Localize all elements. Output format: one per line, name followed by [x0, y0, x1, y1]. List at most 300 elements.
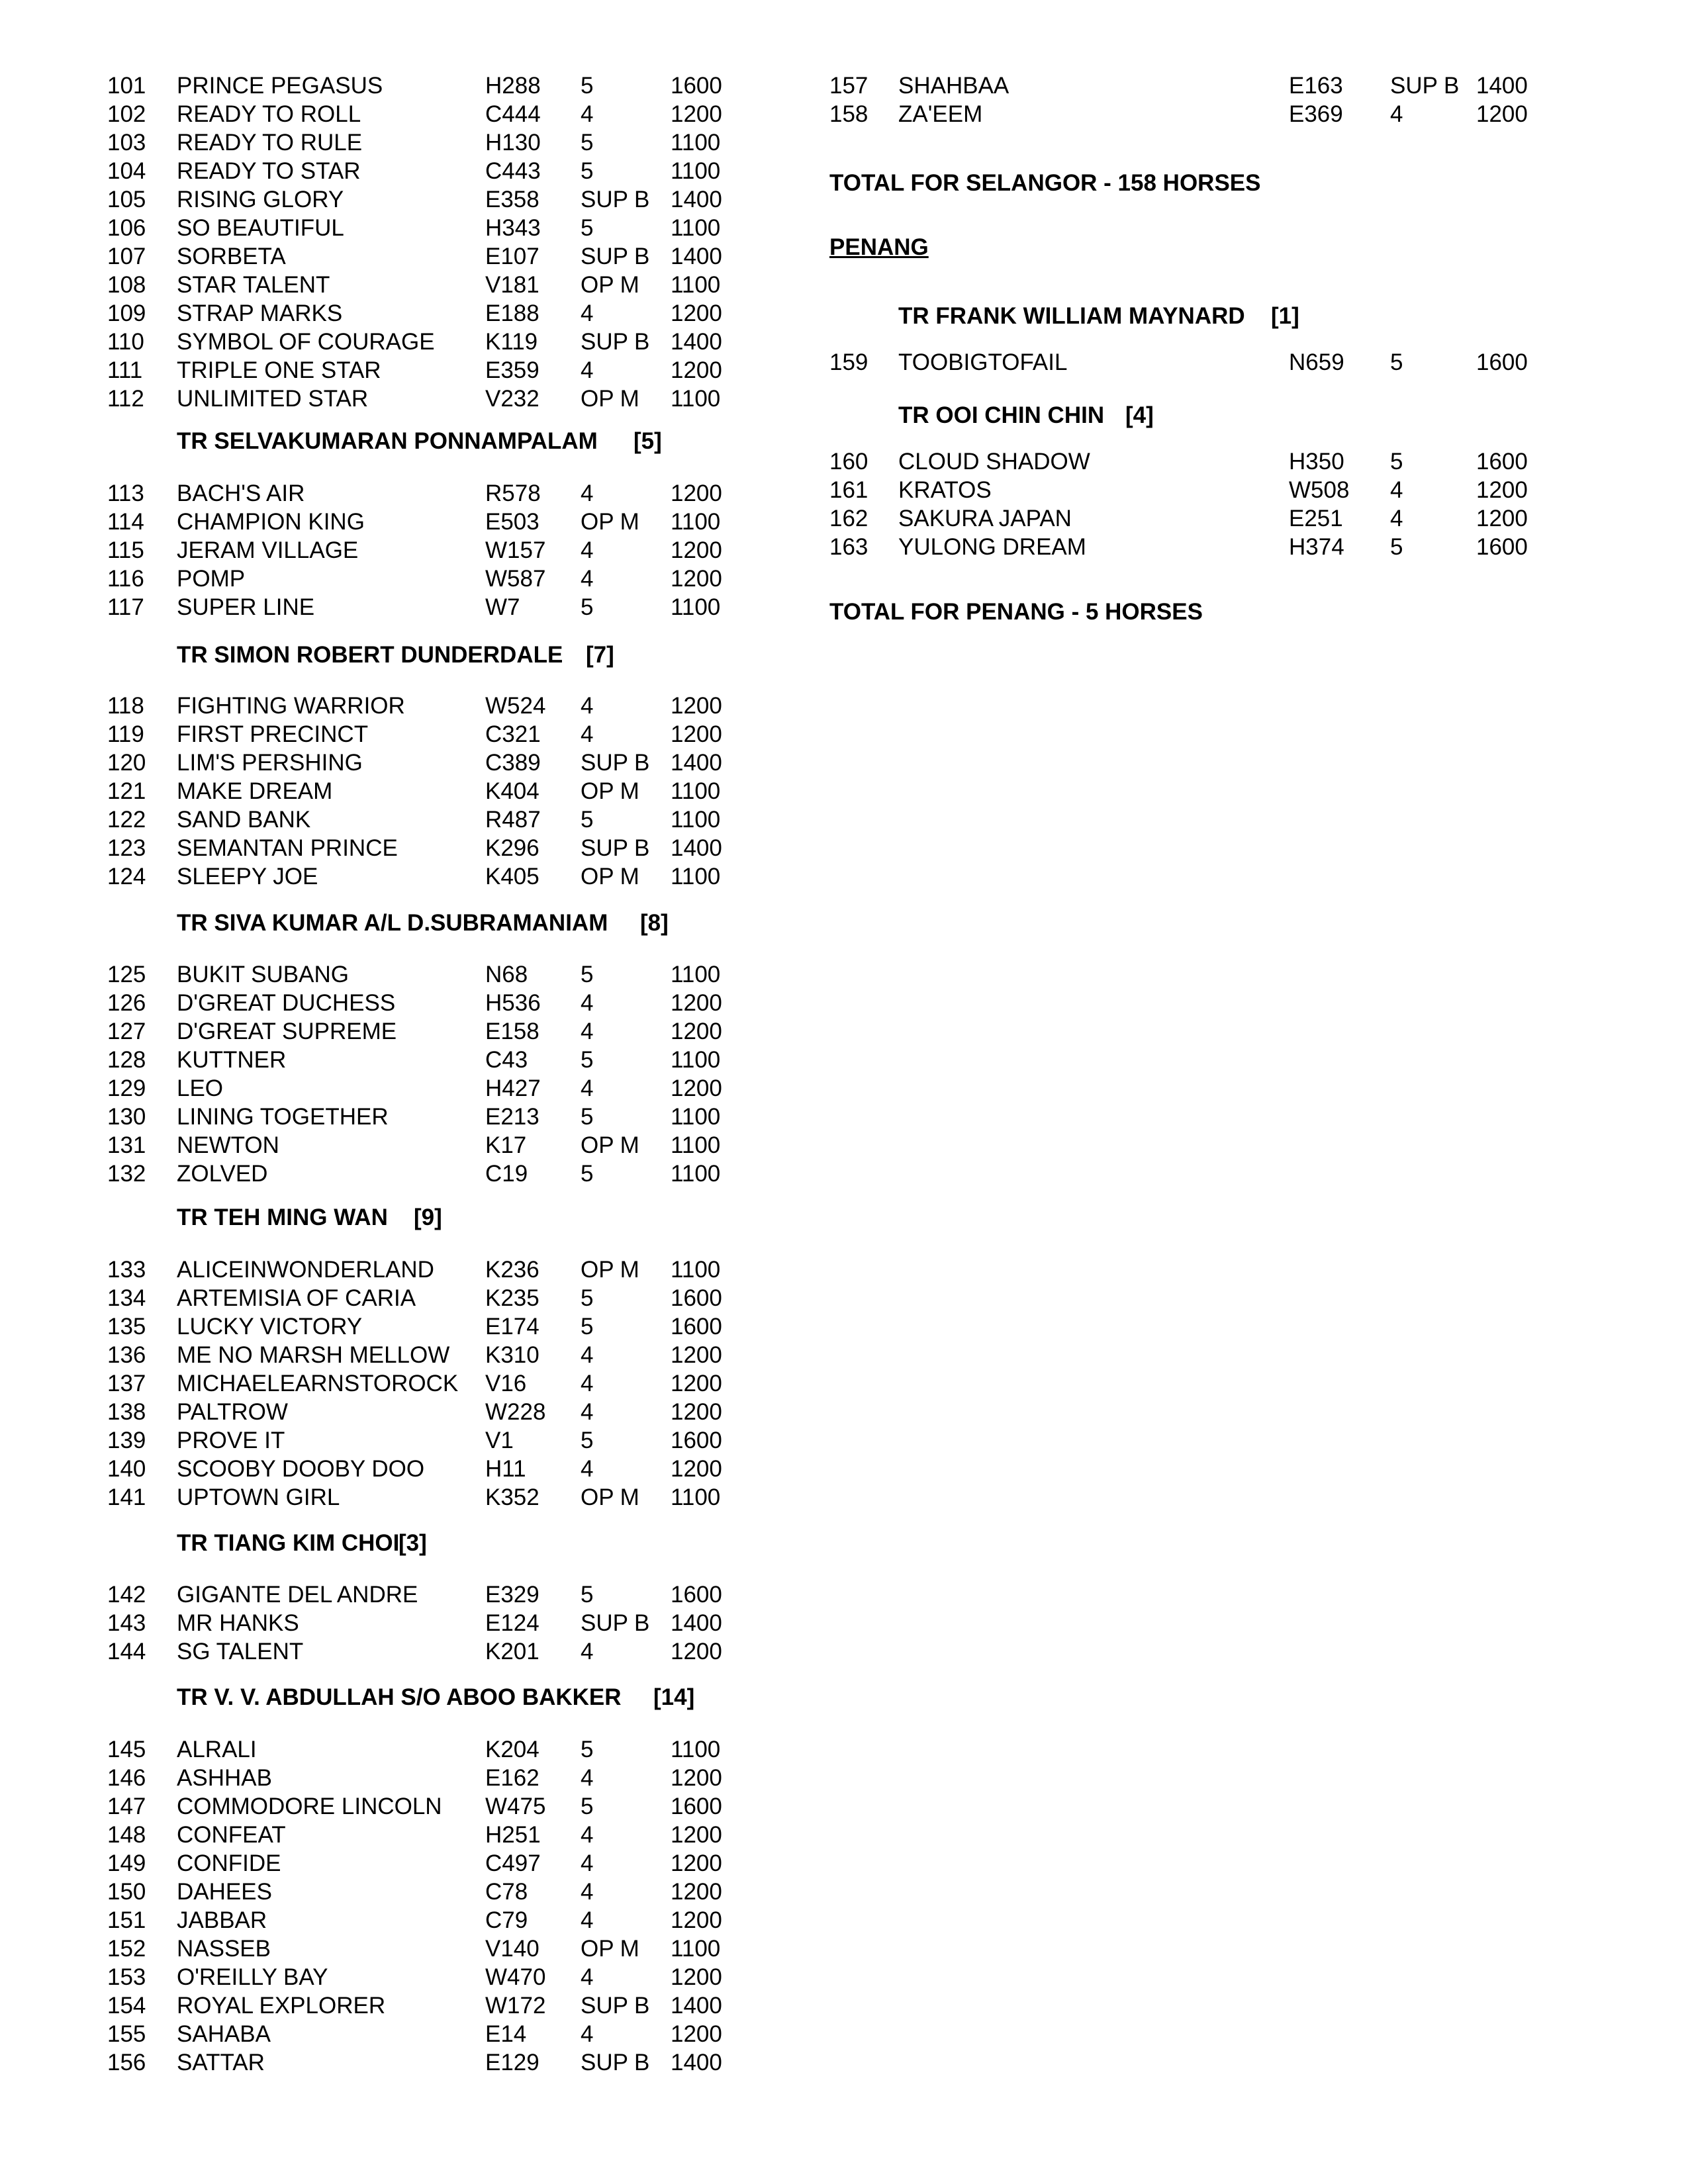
horse-class: OP M: [581, 1132, 639, 1158]
horse-class: 5: [1390, 449, 1403, 475]
horse-name: JERAM VILLAGE: [177, 537, 359, 563]
horse-code: K201: [485, 1639, 539, 1664]
horse-name: MICHAELEARNSTOROCK: [177, 1371, 459, 1396]
horse-class: OP M: [581, 864, 639, 889]
horse-number: 128: [107, 1047, 146, 1073]
trainer-horse-count: [7]: [586, 642, 614, 668]
horse-code: R578: [485, 480, 541, 506]
horse-class: 5: [581, 594, 594, 620]
horse-code: E124: [485, 1610, 539, 1636]
trainer-horse-count: [5]: [633, 428, 662, 454]
horse-code: K310: [485, 1342, 539, 1368]
horse-number: 160: [829, 449, 868, 475]
horse-name: STRAP MARKS: [177, 300, 343, 326]
horse-code: C444: [485, 101, 541, 127]
horse-name: SAKURA JAPAN: [898, 506, 1072, 531]
horse-class: 4: [581, 1399, 594, 1425]
horse-name: TOOBIGTOFAIL: [898, 349, 1068, 375]
horse-name: PALTROW: [177, 1399, 288, 1425]
horse-number: 143: [107, 1610, 146, 1636]
horse-rating: 1100: [671, 594, 721, 620]
horse-name: SUPER LINE: [177, 594, 315, 620]
trainer-heading: [898, 401, 1154, 430]
horse-class: SUP B: [581, 750, 650, 776]
horse-number: 127: [107, 1019, 146, 1044]
horse-name: SCOOBY DOOBY DOO: [177, 1456, 425, 1482]
horse-class: SUP B: [581, 1610, 650, 1636]
horse-code: R487: [485, 807, 541, 833]
horse-rating: 1200: [671, 300, 722, 326]
horse-code: H288: [485, 73, 541, 99]
horse-rating: 1600: [1476, 449, 1528, 475]
horse-rating: 1200: [671, 1371, 722, 1396]
total-penang: TOTAL FOR PENANG - 5 HORSES: [829, 599, 1203, 625]
horse-code: H11: [485, 1456, 526, 1482]
horse-rating: 1100: [671, 1047, 721, 1073]
horse-code: K405: [485, 864, 539, 889]
horse-number: 144: [107, 1639, 146, 1664]
horse-number: 157: [829, 73, 868, 99]
horse-rating: 1200: [1476, 101, 1528, 127]
horse-name: COMMODORE LINCOLN: [177, 1794, 442, 1819]
horse-code: H374: [1289, 534, 1344, 560]
trainer-heading: [177, 909, 669, 937]
horse-name: SHAHBAA: [898, 73, 1009, 99]
horse-code: V140: [485, 1936, 539, 1962]
horse-number: 159: [829, 349, 868, 375]
horse-code: C43: [485, 1047, 528, 1073]
horse-code: W470: [485, 1964, 546, 1990]
horse-number: 158: [829, 101, 868, 127]
horse-number: 139: [107, 1428, 146, 1453]
horse-class: OP M: [581, 1484, 639, 1510]
horse-code: H427: [485, 1075, 541, 1101]
horse-code: W7: [485, 594, 520, 620]
horse-rating: 1400: [671, 1993, 722, 2019]
horse-rating: 1200: [1476, 477, 1528, 503]
horse-name: LIM'S PERSHING: [177, 750, 363, 776]
horse-rating: 1200: [671, 1850, 722, 1876]
horse-number: 113: [107, 480, 144, 506]
horse-number: 132: [107, 1161, 146, 1187]
horse-name: YULONG DREAM: [898, 534, 1086, 560]
horse-name: SAHABA: [177, 2021, 271, 2047]
horse-number: 126: [107, 990, 146, 1016]
horse-name: CONFEAT: [177, 1822, 286, 1848]
horse-class: 4: [581, 1850, 594, 1876]
horse-class: OP M: [581, 1257, 639, 1283]
horse-rating: 1200: [671, 1907, 722, 1933]
horse-rating: 1100: [671, 864, 721, 889]
horse-number: 163: [829, 534, 868, 560]
horse-code: C79: [485, 1907, 528, 1933]
horse-class: 5: [581, 158, 594, 184]
trainer-horse-count: [14]: [653, 1684, 695, 1710]
horse-number: 152: [107, 1936, 146, 1962]
horse-name: UNLIMITED STAR: [177, 386, 369, 412]
horse-rating: 1100: [671, 158, 721, 184]
horse-name: READY TO ROLL: [177, 101, 361, 127]
horse-number: 124: [107, 864, 146, 889]
horse-number: 102: [107, 101, 146, 127]
horse-name: GIGANTE DEL ANDRE: [177, 1582, 418, 1608]
horse-name: SLEEPY JOE: [177, 864, 318, 889]
horse-rating: 1200: [671, 1765, 722, 1791]
horse-name: FIRST PRECINCT: [177, 721, 369, 747]
horse-rating: 1400: [671, 2050, 722, 2075]
horse-code: K236: [485, 1257, 539, 1283]
trainer-heading: [177, 641, 614, 669]
horse-class: 4: [581, 1639, 594, 1664]
horse-number: 105: [107, 187, 146, 212]
horse-code: E213: [485, 1104, 539, 1130]
horse-code: H350: [1289, 449, 1344, 475]
horse-class: 4: [581, 566, 594, 592]
trainer-name: TR SELVAKUMARAN PONNAMPALAM: [177, 428, 598, 454]
horse-number: 140: [107, 1456, 146, 1482]
horse-code: E503: [485, 509, 539, 535]
horse-class: 4: [581, 1879, 594, 1905]
horse-name: SYMBOL OF COURAGE: [177, 329, 435, 355]
horse-name: SORBETA: [177, 244, 286, 269]
region-heading-penang: PENANG: [829, 234, 929, 260]
horse-code: V1: [485, 1428, 514, 1453]
horse-name: POMP: [177, 566, 246, 592]
horse-rating: 1400: [1476, 73, 1528, 99]
horse-name: ASHHAB: [177, 1765, 272, 1791]
horse-number: 153: [107, 1964, 146, 1990]
horse-class: 4: [581, 990, 594, 1016]
horse-number: 109: [107, 300, 146, 326]
horse-name: D'GREAT SUPREME: [177, 1019, 397, 1044]
horse-number: 142: [107, 1582, 146, 1608]
horse-class: 4: [581, 721, 594, 747]
horse-name: D'GREAT DUCHESS: [177, 990, 396, 1016]
horse-name: TRIPLE ONE STAR: [177, 357, 381, 383]
horse-class: 4: [581, 1371, 594, 1396]
horse-name: FIGHTING WARRIOR: [177, 693, 405, 719]
horse-number: 121: [107, 778, 146, 804]
horse-code: C78: [485, 1879, 528, 1905]
horse-rating: 1200: [671, 1399, 722, 1425]
horse-rating: 1400: [671, 750, 722, 776]
horse-code: C443: [485, 158, 541, 184]
horse-rating: 1200: [671, 101, 722, 127]
horse-class: 5: [581, 1794, 594, 1819]
horse-code: H130: [485, 130, 541, 156]
horse-rating: 1600: [671, 73, 722, 99]
horse-number: 134: [107, 1285, 146, 1311]
horse-rating: 1400: [671, 244, 722, 269]
horse-code: C19: [485, 1161, 528, 1187]
trainer-name: TR V. V. ABDULLAH S/O ABOO BAKKER: [177, 1684, 622, 1710]
horse-class: 4: [1390, 101, 1403, 127]
horse-class: 5: [581, 1737, 594, 1762]
horse-code: C321: [485, 721, 541, 747]
horse-class: 4: [581, 357, 594, 383]
horse-class: 5: [1390, 534, 1403, 560]
horse-name: ROYAL EXPLORER: [177, 1993, 386, 2019]
horse-rating: 1200: [671, 721, 722, 747]
horse-class: 4: [581, 1456, 594, 1482]
horse-rating: 1100: [671, 509, 721, 535]
horse-code: E369: [1289, 101, 1343, 127]
horse-rating: 1200: [671, 566, 722, 592]
horse-class: 5: [581, 1428, 594, 1453]
horse-rating: 1100: [671, 1484, 721, 1510]
horse-rating: 1100: [671, 778, 721, 804]
horse-code: E251: [1289, 506, 1343, 531]
horse-class: 5: [581, 1314, 594, 1340]
horse-class: SUP B: [581, 244, 650, 269]
horse-code: W228: [485, 1399, 546, 1425]
horse-name: SATTAR: [177, 2050, 265, 2075]
horse-rating: 1200: [671, 1342, 722, 1368]
horse-number: 107: [107, 244, 146, 269]
horse-rating: 1100: [671, 962, 721, 987]
horse-code: W587: [485, 566, 546, 592]
horse-class: 5: [1390, 349, 1403, 375]
horse-rating: 1600: [671, 1314, 722, 1340]
horse-name: LUCKY VICTORY: [177, 1314, 363, 1340]
horse-number: 110: [107, 329, 144, 355]
horse-name: NEWTON: [177, 1132, 279, 1158]
horse-name: ME NO MARSH MELLOW: [177, 1342, 450, 1368]
horse-code: K404: [485, 778, 539, 804]
horse-number: 135: [107, 1314, 146, 1340]
trainer-name: TR TEH MING WAN: [177, 1205, 388, 1230]
horse-code: E14: [485, 2021, 527, 2047]
horse-class: 5: [581, 1161, 594, 1187]
horse-rating: 1100: [671, 1104, 721, 1130]
horse-name: KRATOS: [898, 477, 992, 503]
trainer-heading: [177, 1203, 442, 1232]
horse-class: 4: [581, 480, 594, 506]
horse-name: O'REILLY BAY: [177, 1964, 328, 1990]
horse-class: OP M: [581, 509, 639, 535]
horse-class: 4: [581, 1964, 594, 1990]
horse-code: W524: [485, 693, 546, 719]
horse-number: 145: [107, 1737, 146, 1762]
horse-rating: 1200: [671, 693, 722, 719]
horse-rating: 1200: [671, 537, 722, 563]
horse-number: 123: [107, 835, 146, 861]
horse-rating: 1400: [671, 835, 722, 861]
horse-rating: 1400: [671, 187, 722, 212]
horse-name: ZOLVED: [177, 1161, 268, 1187]
horse-class: 4: [581, 693, 594, 719]
horse-class: SUP B: [581, 1993, 650, 2019]
horse-code: V232: [485, 386, 539, 412]
horse-name: READY TO RULE: [177, 130, 363, 156]
horse-rating: 1100: [671, 130, 721, 156]
horse-rating: 1100: [671, 1161, 721, 1187]
horse-name: CHAMPION KING: [177, 509, 365, 535]
horse-class: 4: [581, 1765, 594, 1791]
horse-class: OP M: [581, 1936, 639, 1962]
horse-name: STAR TALENT: [177, 272, 330, 298]
trainer-name: TR FRANK WILLIAM MAYNARD: [898, 303, 1245, 329]
horse-class: 5: [581, 962, 594, 987]
horse-rating: 1600: [671, 1428, 722, 1453]
horse-rating: 1200: [671, 1639, 722, 1664]
horse-name: SG TALENT: [177, 1639, 304, 1664]
trainer-name: TR SIMON ROBERT DUNDERDALE: [177, 642, 563, 668]
horse-class: SUP B: [1390, 73, 1460, 99]
horse-name: LEO: [177, 1075, 224, 1101]
horse-code: E174: [485, 1314, 539, 1340]
horse-code: E158: [485, 1019, 539, 1044]
horse-rating: 1200: [671, 1075, 722, 1101]
horse-class: 4: [581, 1342, 594, 1368]
horse-rating: 1100: [671, 272, 721, 298]
horse-name: READY TO STAR: [177, 158, 361, 184]
horse-code: N659: [1289, 349, 1344, 375]
horse-code: K17: [485, 1132, 527, 1158]
horse-name: CONFIDE: [177, 1850, 281, 1876]
horse-code: W475: [485, 1794, 546, 1819]
horse-class: SUP B: [581, 187, 650, 212]
horse-name: NASSEB: [177, 1936, 271, 1962]
horse-code: W172: [485, 1993, 546, 2019]
horse-name: PRINCE PEGASUS: [177, 73, 383, 99]
horse-code: H536: [485, 990, 541, 1016]
horse-code: K235: [485, 1285, 539, 1311]
horse-class: 4: [581, 1019, 594, 1044]
horse-number: 150: [107, 1879, 146, 1905]
horse-number: 101: [107, 73, 146, 99]
horse-code: K204: [485, 1737, 539, 1762]
horse-class: OP M: [581, 272, 639, 298]
horse-rating: 1100: [671, 1936, 721, 1962]
horse-rating: 1100: [671, 807, 721, 833]
horse-code: K352: [485, 1484, 539, 1510]
horse-rating: 1100: [671, 386, 721, 412]
horse-number: 119: [107, 721, 144, 747]
horse-code: E188: [485, 300, 539, 326]
horse-name: ZA'EEM: [898, 101, 983, 127]
horse-number: 136: [107, 1342, 146, 1368]
horse-number: 130: [107, 1104, 146, 1130]
horse-number: 117: [107, 594, 144, 620]
horse-rating: 1200: [671, 1964, 722, 1990]
horse-class: SUP B: [581, 2050, 650, 2075]
trainer-horse-count: [4]: [1125, 402, 1154, 428]
horse-rating: 1600: [671, 1794, 722, 1819]
horse-name: SAND BANK: [177, 807, 311, 833]
horse-name: ARTEMISIA OF CARIA: [177, 1285, 416, 1311]
trainer-name: TR OOI CHIN CHIN: [898, 402, 1105, 428]
trainer-heading: [898, 302, 1299, 330]
horse-code: K119: [485, 329, 538, 355]
horse-number: 146: [107, 1765, 146, 1791]
horse-code: W508: [1289, 477, 1350, 503]
horse-code: E358: [485, 187, 539, 212]
horse-class: 4: [1390, 506, 1403, 531]
horse-name: KUTTNER: [177, 1047, 287, 1073]
horse-number: 108: [107, 272, 146, 298]
horse-rating: 1200: [671, 1019, 722, 1044]
horse-number: 125: [107, 962, 146, 987]
horse-code: V16: [485, 1371, 527, 1396]
horse-code: N68: [485, 962, 528, 987]
horse-code: V181: [485, 272, 539, 298]
horse-class: 4: [581, 2021, 594, 2047]
horse-number: 151: [107, 1907, 146, 1933]
horse-name: MAKE DREAM: [177, 778, 333, 804]
horse-rating: 1600: [1476, 534, 1528, 560]
horse-rating: 1100: [671, 1737, 721, 1762]
horse-number: 156: [107, 2050, 146, 2075]
horse-number: 149: [107, 1850, 146, 1876]
trainer-horse-count: [3]: [399, 1530, 427, 1556]
horse-name: BACH'S AIR: [177, 480, 305, 506]
horse-class: 5: [581, 1047, 594, 1073]
horse-number: 106: [107, 215, 146, 241]
horse-number: 147: [107, 1794, 146, 1819]
horse-code: H251: [485, 1822, 541, 1848]
horse-rating: 1200: [671, 1456, 722, 1482]
horse-class: 5: [581, 807, 594, 833]
horse-code: E162: [485, 1765, 539, 1791]
horse-number: 161: [829, 477, 868, 503]
horse-code: K296: [485, 835, 539, 861]
horse-number: 133: [107, 1257, 146, 1283]
horse-rating: 1100: [671, 215, 721, 241]
horse-name: SEMANTAN PRINCE: [177, 835, 398, 861]
horse-code: E359: [485, 357, 539, 383]
trainer-name: TR TIANG KIM CHOI: [177, 1530, 400, 1556]
horse-code: W157: [485, 537, 546, 563]
horse-name: SO BEAUTIFUL: [177, 215, 344, 241]
horse-class: 4: [581, 101, 594, 127]
horse-class: 5: [581, 1285, 594, 1311]
horse-class: 5: [581, 1104, 594, 1130]
horse-class: 4: [581, 1075, 594, 1101]
horse-code: E163: [1289, 73, 1343, 99]
horse-name: DAHEES: [177, 1879, 272, 1905]
trainer-horse-count: [1]: [1271, 303, 1299, 329]
horse-rating: 1400: [671, 329, 722, 355]
horse-rating: 1600: [1476, 349, 1528, 375]
horse-number: 148: [107, 1822, 146, 1848]
horse-code: C389: [485, 750, 541, 776]
horse-class: 5: [581, 130, 594, 156]
horse-rating: 1200: [671, 990, 722, 1016]
horse-rating: 1200: [671, 480, 722, 506]
horse-number: 162: [829, 506, 868, 531]
horse-class: 4: [581, 1907, 594, 1933]
horse-rating: 1400: [671, 1610, 722, 1636]
horse-class: 4: [581, 537, 594, 563]
horse-class: OP M: [581, 386, 639, 412]
horse-code: H343: [485, 215, 541, 241]
horse-class: SUP B: [581, 329, 650, 355]
horse-class: 4: [1390, 477, 1403, 503]
horse-name: ALRALI: [177, 1737, 257, 1762]
horse-code: E329: [485, 1582, 539, 1608]
trainer-name: TR SIVA KUMAR A/L D.SUBRAMANIAM: [177, 910, 608, 936]
horse-rating: 1200: [671, 1822, 722, 1848]
horse-rating: 1200: [1476, 506, 1528, 531]
horse-number: 118: [107, 693, 144, 719]
horse-rating: 1600: [671, 1285, 722, 1311]
total-selangor: TOTAL FOR SELANGOR - 158 HORSES: [829, 170, 1261, 196]
horse-number: 120: [107, 750, 146, 776]
horse-code: C497: [485, 1850, 541, 1876]
horse-number: 129: [107, 1075, 146, 1101]
horse-name: BUKIT SUBANG: [177, 962, 349, 987]
